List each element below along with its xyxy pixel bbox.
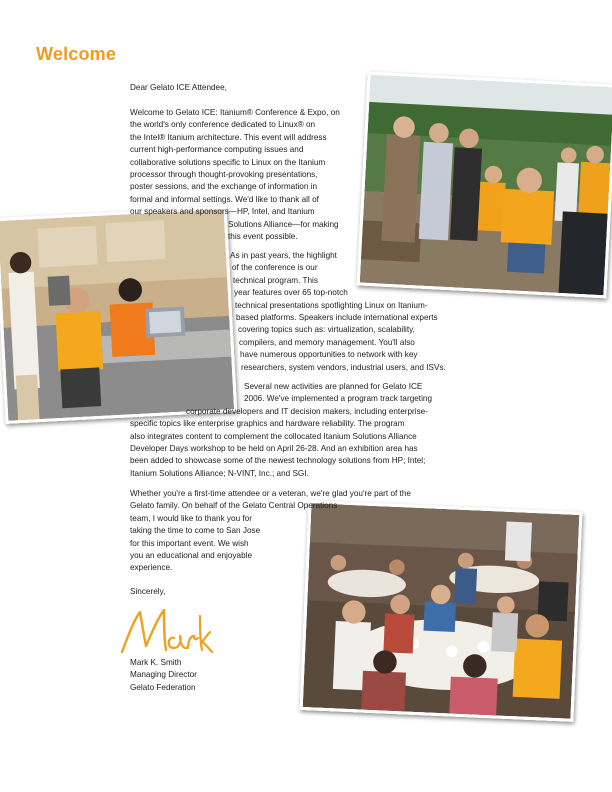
text-line: current high-performance computing issues and bbox=[130, 145, 304, 155]
text-line: have numerous opportunities to network with key bbox=[240, 350, 418, 360]
text-line: team, I would like to thank you for bbox=[130, 513, 252, 523]
text-line: Several new activities are planned for Gelato ICE bbox=[244, 382, 423, 391]
text-line: As in past years, the highlight bbox=[230, 251, 337, 260]
signer-organization: Gelato Federation bbox=[130, 682, 196, 692]
text-line: this event possible. bbox=[228, 232, 298, 242]
page-title: Welcome bbox=[36, 44, 117, 64]
text-line: covering topics such as: virtualization, scalability, bbox=[238, 325, 415, 335]
signer-name: Mark K. Smith bbox=[130, 658, 182, 667]
handwritten-signature bbox=[118, 606, 214, 658]
text-line: of the conference is our bbox=[232, 263, 318, 273]
text-line: Itanium Solutions Alliance; N-VINT, Inc.; and SGI. bbox=[130, 468, 309, 478]
text-line: technical presentations spotlighting Linux on Itanium- bbox=[235, 300, 428, 310]
text-line: based platforms. Speakers include international experts bbox=[236, 313, 438, 323]
text-line: you an educational and enjoyable bbox=[130, 551, 253, 561]
letter-paragraph-intro bbox=[130, 107, 340, 243]
letter-paragraph-closing bbox=[130, 488, 411, 575]
letter-paragraph-program bbox=[130, 250, 446, 374]
text-line: researchers, system vendors, industrial users, and ISVs. bbox=[241, 362, 446, 372]
text-line: poster sessions, and the exchange of information in bbox=[130, 182, 318, 192]
text-line: been added to showcase some of the newest technology solutions from HP; Intel; bbox=[130, 456, 426, 466]
text-line: our speakers and sponsors—HP, Intel, and Itanium bbox=[130, 207, 315, 217]
letter-closing: Sincerely, bbox=[130, 587, 166, 596]
text-line: specific topics like enterprise graphics and hardware reliability. The program bbox=[130, 419, 405, 429]
letter-paragraph-activities bbox=[130, 381, 432, 480]
text-line: technical program. This bbox=[233, 275, 318, 285]
text-line: Solutions Alliance—for making bbox=[228, 219, 339, 229]
text-line: the world's only conference dedicated to Linux® on bbox=[130, 120, 316, 130]
text-line: collaborative solutions specific to Linux on the Itanium bbox=[130, 157, 326, 167]
text-line: Developer Days workshop to be held on April 26-28. And an exhibition area has bbox=[130, 444, 418, 454]
text-line: processor through thought-provoking presentations, bbox=[130, 170, 318, 180]
text-line: year features over 65 top-notch bbox=[234, 288, 348, 298]
text-line: corporate developers and IT decision makers, including enterprise- bbox=[186, 406, 428, 416]
text-line: Gelato family. On behalf of the Gelato Central Operations bbox=[130, 501, 338, 511]
text-line: Whether you're a first-time attendee or a veteran, we're glad you're part of the bbox=[130, 489, 411, 498]
text-line: also integrates content to complement the collocated Itanium Solutions Alliance bbox=[130, 431, 417, 441]
text-line: 2006. We've implemented a program track targeting bbox=[244, 394, 433, 404]
text-line: taking the time to come to San Jose bbox=[130, 526, 261, 536]
text-line: formal and informal settings. We'd like to thank all of bbox=[130, 194, 319, 204]
text-line: the Intel® Itanium architecture. This event will address bbox=[130, 132, 327, 142]
signer-title: Managing Director bbox=[130, 670, 197, 680]
text-line: for this important event. We wish bbox=[130, 538, 249, 548]
text-line: Welcome to Gelato ICE: Itanium® Conference & Expo, on bbox=[130, 108, 340, 117]
text-line: compilers, and memory management. You'll also bbox=[239, 337, 415, 347]
text-line: experience. bbox=[130, 563, 173, 573]
letter-salutation: Dear Gelato ICE Attendee, bbox=[130, 83, 227, 92]
signer-block bbox=[130, 657, 197, 694]
